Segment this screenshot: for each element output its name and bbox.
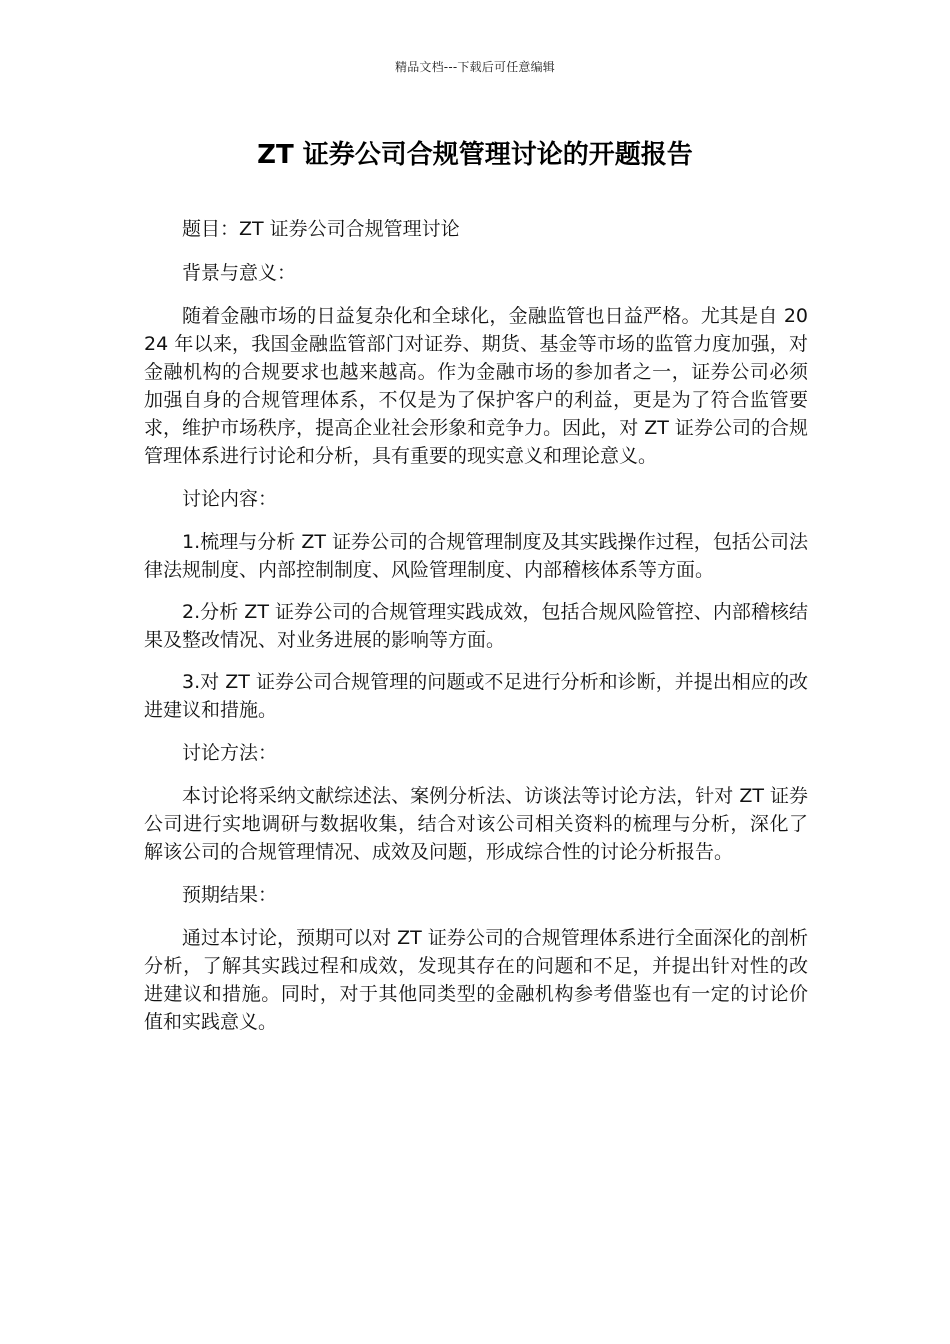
topic-line: 题目：ZT 证券公司合规管理讨论: [182, 218, 460, 240]
document-body: [144, 214, 808, 1050]
background-heading: 背景与意义：: [182, 262, 297, 284]
expected-heading: 预期结果：: [182, 884, 278, 906]
content-item-2: 2.分析 ZT 证券公司的合规管理实践成效，包括合规风险管控、内部稽核结果及整改情况、对业务进展的影响等方面。: [144, 601, 808, 651]
header-note: 精品文档---下载后可任意编辑: [395, 60, 555, 74]
document-title: ZT 证券公司合规管理讨论的开题报告: [257, 140, 693, 170]
method-heading: 讨论方法：: [182, 742, 278, 764]
content-item-1: 1.梳理与分析 ZT 证券公司的合规管理制度及其实践操作过程，包括公司法律法规制度、内部控制制度、风险管理制度、内部稽核体系等方面。: [144, 531, 808, 581]
content-item-3: 3.对 ZT 证券公司合规管理的问题或不足进行分析和诊断，并提出相应的改进建议和措施。: [144, 671, 808, 721]
content-heading: 讨论内容：: [182, 488, 278, 510]
expected-paragraph: 通过本讨论，预期可以对 ZT 证券公司的合规管理体系进行全面深化的剖析分析，了解其实践过程和成效，发现其存在的问题和不足，并提出针对性的改进建议和措施。同时，对于其他同类型的金融机构参考借鉴也有一定的讨论价值和实践意义。: [144, 927, 808, 1033]
background-paragraph: 随着金融市场的日益复杂化和全球化，金融监管也日益严格。尤其是自 2024 年以来，我国金融监管部门对证券、期货、基金等市场的监管力度加强，对金融机构的合规要求也越来越高。作为金融市场的参加者之一，证券公司必须加强自身的合规管理体系，不仅是为了保护客户的利益，更是为了符合监管要求，维护市场秩序，提高企业社会形象和竞争力。因此，对 ZT 证券公司的合规管理体系进行讨论和分析，具有重要的现实意义和理论意义。: [144, 305, 808, 467]
method-paragraph: 本讨论将采纳文献综述法、案例分析法、访谈法等讨论方法，针对 ZT 证券公司进行实地调研与数据收集，结合对该公司相关资料的梳理与分析，深化了解该公司的合规管理情况、成效及问题，形成综合性的讨论分析报告。: [144, 785, 808, 863]
